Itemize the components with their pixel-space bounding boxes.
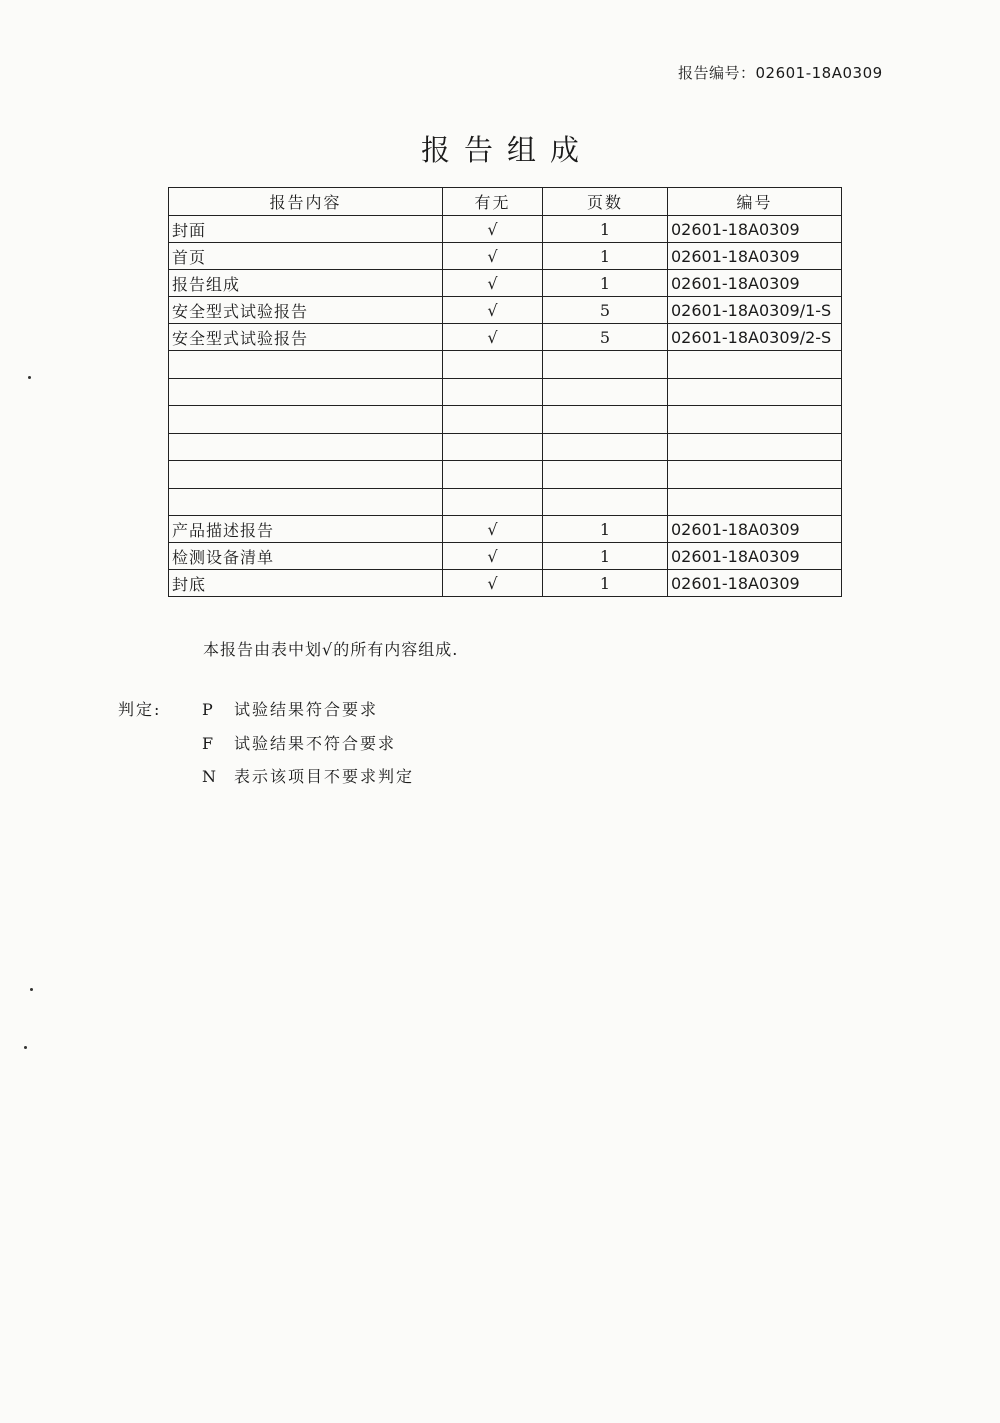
row-pages-cell [543,461,668,489]
row-code-cell [668,406,842,434]
legend-text: 试验结果不符合要求 [234,734,397,753]
row-present-cell [443,488,543,516]
row-present-cell: √ [443,324,543,351]
row-pages-cell [543,378,668,406]
column-header-pages: 页数 [543,188,668,216]
page-title: 报告组成 [420,133,593,167]
table-row [169,297,842,324]
row-pages-cell: 1 [543,270,668,297]
row-present-cell: √ [443,270,543,297]
row-content-cell: 安全型式试验报告 [169,324,443,351]
row-content-cell [169,406,443,434]
table-header-row [169,188,842,216]
row-content-cell [169,461,443,489]
row-present-cell [443,406,543,434]
legend-text: 表示该项目不要求判定 [234,767,415,786]
legend-code: F [202,734,216,753]
column-header-content: 报告内容 [169,188,443,216]
composition-note: 本报告由表中划√的所有内容组成. [203,640,459,659]
table-row [169,378,842,406]
table-row [169,351,842,379]
report-number: 报告编号：02601-18A0309 [678,64,883,82]
row-code-cell [668,433,842,461]
row-present-cell [443,461,543,489]
row-code-cell: 02601-18A0309 [668,516,842,543]
row-code-cell: 02601-18A0309 [668,570,842,597]
legend-item-f [202,731,396,754]
row-present-cell: √ [443,543,543,570]
legend-item-p [202,697,378,720]
scan-speck [28,376,31,379]
row-present-cell [443,378,543,406]
row-code-cell [668,461,842,489]
row-content-cell: 封面 [169,216,443,243]
column-header-code: 编号 [668,188,842,216]
row-content-cell: 封底 [169,570,443,597]
table-row [169,406,842,434]
judgement-label: 判定: [118,700,162,719]
row-content-cell [169,433,443,461]
row-pages-cell [543,433,668,461]
scan-speck [30,988,33,991]
row-present-cell: √ [443,243,543,270]
row-present-cell [443,433,543,461]
scan-speck [24,1046,27,1049]
row-pages-cell: 1 [543,570,668,597]
row-present-cell: √ [443,570,543,597]
row-code-cell: 02601-18A0309/1-S [668,297,842,324]
row-content-cell: 报告组成 [169,270,443,297]
row-code-cell: 02601-18A0309 [668,243,842,270]
legend-code: P [202,700,215,719]
table-row [169,461,842,489]
table-row [169,433,842,461]
row-content-cell [169,351,443,379]
legend-item-n [202,764,414,787]
row-pages-cell [543,406,668,434]
row-present-cell: √ [443,297,543,324]
table-row [169,270,842,297]
report-composition-table [168,187,842,597]
table-row [169,516,842,543]
row-code-cell: 02601-18A0309 [668,216,842,243]
table-row [169,488,842,516]
row-code-cell [668,351,842,379]
table-row [169,243,842,270]
row-present-cell: √ [443,516,543,543]
row-content-cell: 产品描述报告 [169,516,443,543]
row-pages-cell: 5 [543,297,668,324]
row-code-cell: 02601-18A0309/2-S [668,324,842,351]
row-code-cell: 02601-18A0309 [668,543,842,570]
table-row [169,570,842,597]
row-present-cell [443,351,543,379]
table-row [169,216,842,243]
row-code-cell: 02601-18A0309 [668,270,842,297]
row-content-cell: 安全型式试验报告 [169,297,443,324]
row-pages-cell: 1 [543,543,668,570]
row-content-cell [169,488,443,516]
row-present-cell: √ [443,216,543,243]
row-code-cell [668,488,842,516]
legend-code: N [202,767,218,786]
row-content-cell [169,378,443,406]
row-content-cell: 检测设备清单 [169,543,443,570]
legend-text: 试验结果符合要求 [234,700,379,719]
row-pages-cell [543,488,668,516]
row-content-cell: 首页 [169,243,443,270]
table-row [169,543,842,570]
row-pages-cell: 1 [543,243,668,270]
row-pages-cell: 5 [543,324,668,351]
row-pages-cell: 1 [543,216,668,243]
row-pages-cell [543,351,668,379]
row-code-cell [668,378,842,406]
table-row [169,324,842,351]
row-pages-cell: 1 [543,516,668,543]
column-header-present: 有无 [443,188,543,216]
